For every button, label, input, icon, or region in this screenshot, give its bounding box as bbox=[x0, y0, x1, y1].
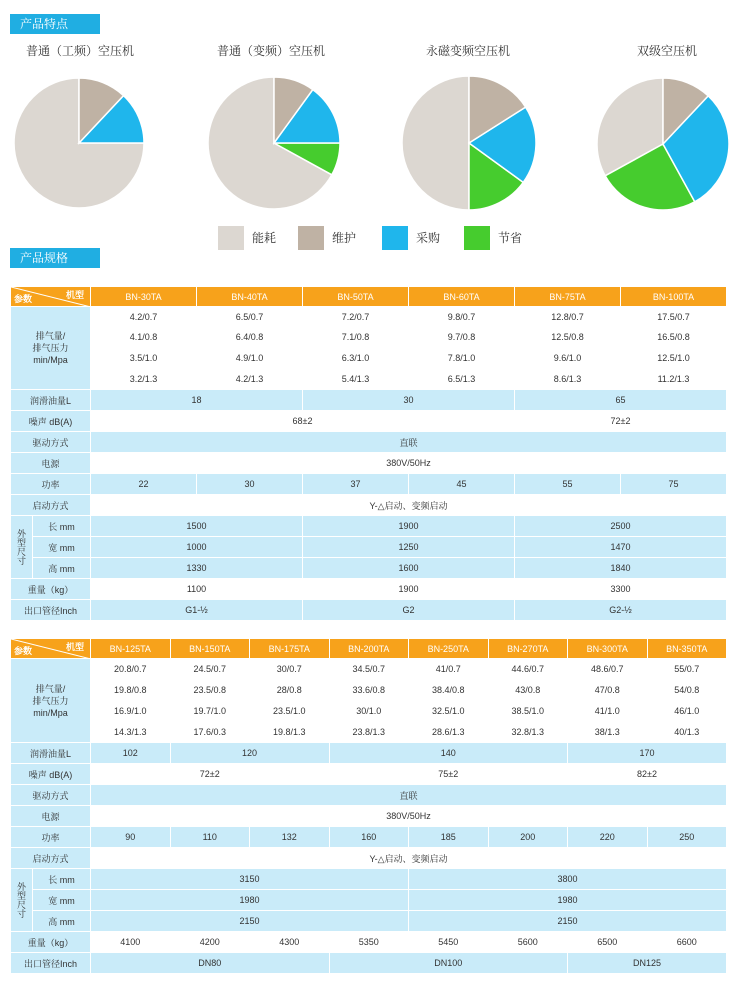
t1-cell: 4.9/1.0 bbox=[197, 348, 303, 369]
t2-cell: 3800 bbox=[409, 869, 727, 890]
t2-cell: 5350 bbox=[329, 932, 409, 953]
t1-cell: 1900 bbox=[303, 579, 515, 600]
exhaust-label-line: 排气量/ bbox=[35, 683, 66, 694]
t2-cell: 38.4/0.8 bbox=[409, 680, 489, 701]
t2-cell: 40/1.3 bbox=[647, 722, 727, 743]
t1-cell: 16.5/0.8 bbox=[621, 327, 727, 348]
exhaust-label-line: 排气压力 bbox=[32, 695, 69, 706]
t2-cell: 1980 bbox=[409, 890, 727, 911]
t2-cell: 30/1.0 bbox=[329, 701, 409, 722]
pie-legend bbox=[218, 226, 538, 250]
t1-outlet-label: 出口管径Inch bbox=[11, 600, 91, 621]
legend-label-saving: 节省 bbox=[498, 231, 523, 245]
t2-cell: 16.9/1.0 bbox=[91, 701, 171, 722]
t2-model: BN-150TA bbox=[170, 639, 250, 659]
t1-cell: 1100 bbox=[91, 579, 303, 600]
t1-cell: 1840 bbox=[515, 558, 727, 579]
legend-label-maintenance: 维护 bbox=[332, 231, 357, 245]
legend-swatch-energy bbox=[218, 226, 244, 250]
legend-purchase bbox=[382, 226, 440, 250]
pie-slice-energy bbox=[402, 76, 469, 210]
table2-corner-model: 机型 bbox=[65, 642, 84, 652]
t1-cell: 12.8/0.7 bbox=[515, 307, 621, 327]
t1-cell: 7.1/0.8 bbox=[303, 327, 409, 348]
t1-cell: 30 bbox=[303, 390, 515, 411]
t2-dim-label: 外型尺寸 bbox=[11, 869, 33, 932]
t2-cell: 19.7/1.0 bbox=[170, 701, 250, 722]
t2-oil-label: 润滑油量L bbox=[11, 743, 91, 764]
t1-start-label: 启动方式 bbox=[11, 495, 91, 516]
pie-chart-2 bbox=[208, 77, 340, 209]
t1-cell: 9.8/0.7 bbox=[409, 307, 515, 327]
pie-title-3: 永磁变频空压机 bbox=[425, 44, 510, 58]
t2-cell: 4300 bbox=[250, 932, 330, 953]
t2-cell: 3150 bbox=[91, 869, 409, 890]
t2-cell: 102 bbox=[91, 743, 171, 764]
t1-power-label: 功率 bbox=[11, 474, 91, 495]
t1-cell: 4.2/0.7 bbox=[91, 307, 197, 327]
t2-cell: 28.6/1.3 bbox=[409, 722, 489, 743]
t1-cell: 65 bbox=[515, 390, 727, 411]
t1-cell: 30 bbox=[197, 474, 303, 495]
t2-cell: 30/0.7 bbox=[250, 659, 330, 680]
t2-cell: 23.5/1.0 bbox=[250, 701, 330, 722]
features-section-tag: 产品特点 bbox=[10, 14, 100, 34]
t2-cell: DN125 bbox=[568, 953, 727, 974]
t2-cell: 直联 bbox=[91, 785, 727, 806]
t2-cell: 43/0.8 bbox=[488, 680, 568, 701]
pie-chart-3 bbox=[402, 76, 536, 210]
t1-cell: 1900 bbox=[303, 516, 515, 537]
t1-cell: 12.5/1.0 bbox=[621, 348, 727, 369]
t1-cell: G2 bbox=[303, 600, 515, 621]
t1-cell: 2500 bbox=[515, 516, 727, 537]
t2-cell: 120 bbox=[170, 743, 329, 764]
t2-cell: 170 bbox=[568, 743, 727, 764]
t1-cell: 4.1/0.8 bbox=[91, 327, 197, 348]
t2-drive-label: 驱动方式 bbox=[11, 785, 91, 806]
t2-cell: 20.8/0.7 bbox=[91, 659, 171, 680]
t2-cell: 185 bbox=[409, 827, 489, 848]
t1-cell: 22 bbox=[91, 474, 197, 495]
t2-cell: 32.5/1.0 bbox=[409, 701, 489, 722]
t2-cell: 41/0.7 bbox=[409, 659, 489, 680]
t2-weight-label: 重量（kg） bbox=[11, 932, 91, 953]
t2-cell: 4200 bbox=[170, 932, 250, 953]
t1-cell: 55 bbox=[515, 474, 621, 495]
t2-cell: 380V/50Hz bbox=[91, 806, 727, 827]
t2-start-label: 启动方式 bbox=[11, 848, 91, 869]
t1-cell: 6.3/1.0 bbox=[303, 348, 409, 369]
t1-cell: 3.5/1.0 bbox=[91, 348, 197, 369]
t2-cell: 38.5/1.0 bbox=[488, 701, 568, 722]
t2-noise-label: 噪声 dB(A) bbox=[11, 764, 91, 785]
t1-cell: 3.2/1.3 bbox=[91, 369, 197, 390]
t2-cell: 132 bbox=[250, 827, 330, 848]
t2-cell: 55/0.7 bbox=[647, 659, 727, 680]
table1-corner-model: 机型 bbox=[65, 290, 84, 300]
t2-cell: 44.6/0.7 bbox=[488, 659, 568, 680]
t1-cell: Y-△启动、变频启动 bbox=[91, 495, 727, 516]
t2-exhaust-label bbox=[11, 659, 91, 743]
t1-cell: 37 bbox=[303, 474, 409, 495]
t1-cell: 直联 bbox=[91, 432, 727, 453]
t1-exhaust-label bbox=[11, 307, 91, 390]
exhaust-label-line: min/Mpa bbox=[33, 355, 68, 365]
t1-cell: 45 bbox=[409, 474, 515, 495]
t1-cell: 7.8/1.0 bbox=[409, 348, 515, 369]
spec-table-2 bbox=[10, 638, 727, 974]
t1-cell: 1000 bbox=[91, 537, 303, 558]
legend-saving bbox=[464, 226, 522, 250]
exhaust-label-line: min/Mpa bbox=[33, 707, 68, 718]
t2-model: BN-250TA bbox=[409, 639, 489, 659]
t1-cell: 4.2/1.3 bbox=[197, 369, 303, 390]
t2-cell: 47/0.8 bbox=[568, 680, 648, 701]
t2-cell: 220 bbox=[568, 827, 648, 848]
t2-cell: 41/1.0 bbox=[568, 701, 648, 722]
t1-cell: 17.5/0.7 bbox=[621, 307, 727, 327]
t1-noise-label: 噪声 dB(A) bbox=[11, 411, 91, 432]
t2-cell: 19.8/0.8 bbox=[91, 680, 171, 701]
table2-corner-param: 参数 bbox=[14, 646, 33, 656]
t1-cell: G1-½ bbox=[91, 600, 303, 621]
legend-label-purchase: 采购 bbox=[416, 231, 441, 245]
t2-cell: 28/0.8 bbox=[250, 680, 330, 701]
t2-cell: Y-△启动、变频启动 bbox=[91, 848, 727, 869]
t2-cell: 24.5/0.7 bbox=[170, 659, 250, 680]
t1-cell: 12.5/0.8 bbox=[515, 327, 621, 348]
t1-cell: G2-½ bbox=[515, 600, 727, 621]
t2-cell: DN80 bbox=[91, 953, 330, 974]
table1-corner-param: 参数 bbox=[14, 294, 33, 304]
t2-cell: 38/1.3 bbox=[568, 722, 648, 743]
pie-chart-4 bbox=[597, 78, 729, 210]
specs-section-tag: 产品规格 bbox=[10, 248, 100, 268]
t1-cell: 1600 bbox=[303, 558, 515, 579]
t1-drive-label: 驱动方式 bbox=[11, 432, 91, 453]
t2-cell: 1980 bbox=[91, 890, 409, 911]
t2-cell: 34.5/0.7 bbox=[329, 659, 409, 680]
t1-cell: 380V/50Hz bbox=[91, 453, 727, 474]
t1-dim-label: 外型尺寸 bbox=[11, 516, 33, 579]
t1-oil-label: 润滑油量L bbox=[11, 390, 91, 411]
t1-cell: 3300 bbox=[515, 579, 727, 600]
t1-cell: 1470 bbox=[515, 537, 727, 558]
t1-cell: 1250 bbox=[303, 537, 515, 558]
t2-cell: 46/1.0 bbox=[647, 701, 727, 722]
t1-model: BN-100TA bbox=[621, 287, 727, 307]
exhaust-label-line: 排气压力 bbox=[32, 343, 69, 353]
t1-cell: 7.2/0.7 bbox=[303, 307, 409, 327]
t1-cell: 8.6/1.3 bbox=[515, 369, 621, 390]
t1-model: BN-40TA bbox=[197, 287, 303, 307]
t2-cell: 160 bbox=[329, 827, 409, 848]
legend-maintenance bbox=[298, 226, 356, 250]
t1-model: BN-60TA bbox=[409, 287, 515, 307]
t1-cell: 1500 bbox=[91, 516, 303, 537]
pie-title-1: 普通（工频）空压机 bbox=[25, 44, 134, 58]
t2-cell: DN100 bbox=[329, 953, 568, 974]
t1-supply-label: 电源 bbox=[11, 453, 91, 474]
t1-cell: 6.5/0.7 bbox=[197, 307, 303, 327]
t2-cell: 23.5/0.8 bbox=[170, 680, 250, 701]
t1-model: BN-50TA bbox=[303, 287, 409, 307]
t2-cell: 14.3/1.3 bbox=[91, 722, 171, 743]
t1-cell: 18 bbox=[91, 390, 303, 411]
t2-cell: 48.6/0.7 bbox=[568, 659, 648, 680]
pie-title-4: 双级空压机 bbox=[636, 44, 697, 58]
t2-power-label: 功率 bbox=[11, 827, 91, 848]
legend-swatch-maintenance bbox=[298, 226, 324, 250]
t2-model: BN-200TA bbox=[329, 639, 409, 659]
legend-label-energy: 能耗 bbox=[252, 231, 277, 245]
t2-width-label: 宽 mm bbox=[33, 890, 91, 911]
t2-cell: 54/0.8 bbox=[647, 680, 727, 701]
t1-model: BN-75TA bbox=[515, 287, 621, 307]
t2-supply-label: 电源 bbox=[11, 806, 91, 827]
t2-model: BN-270TA bbox=[488, 639, 568, 659]
t2-cell: 23.8/1.3 bbox=[329, 722, 409, 743]
t2-model: BN-125TA bbox=[91, 639, 171, 659]
t1-cell: 5.4/1.3 bbox=[303, 369, 409, 390]
t2-cell: 250 bbox=[647, 827, 727, 848]
t2-cell: 17.6/0.3 bbox=[170, 722, 250, 743]
t2-cell: 5600 bbox=[488, 932, 568, 953]
t2-cell: 75±2 bbox=[329, 764, 568, 785]
exhaust-label-line: 排气量/ bbox=[35, 331, 66, 341]
t2-model: BN-175TA bbox=[250, 639, 330, 659]
pie-chart-1 bbox=[14, 78, 144, 208]
t2-cell: 110 bbox=[170, 827, 250, 848]
table2-corner bbox=[11, 639, 91, 659]
t2-cell: 19.8/1.3 bbox=[250, 722, 330, 743]
t2-model: BN-350TA bbox=[647, 639, 727, 659]
t1-cell: 75 bbox=[621, 474, 727, 495]
legend-energy bbox=[218, 226, 276, 250]
t1-cell: 68±2 bbox=[91, 411, 515, 432]
t2-model: BN-300TA bbox=[568, 639, 648, 659]
t2-cell: 200 bbox=[488, 827, 568, 848]
t2-cell: 33.6/0.8 bbox=[329, 680, 409, 701]
t2-cell: 2150 bbox=[409, 911, 727, 932]
t2-cell: 140 bbox=[329, 743, 568, 764]
t2-length-label: 长 mm bbox=[33, 869, 91, 890]
t2-cell: 32.8/1.3 bbox=[488, 722, 568, 743]
t2-cell: 6600 bbox=[647, 932, 727, 953]
t2-outlet-label: 出口管径Inch bbox=[11, 953, 91, 974]
t1-cell: 11.2/1.3 bbox=[621, 369, 727, 390]
t1-cell: 6.4/0.8 bbox=[197, 327, 303, 348]
t2-height-label: 高 mm bbox=[33, 911, 91, 932]
table1-corner bbox=[11, 287, 91, 307]
t1-height-label: 高 mm bbox=[33, 558, 91, 579]
t2-cell: 4100 bbox=[91, 932, 171, 953]
legend-swatch-purchase bbox=[382, 226, 408, 250]
spec-table-1 bbox=[10, 286, 727, 621]
t2-cell: 90 bbox=[91, 827, 171, 848]
legend-swatch-saving bbox=[464, 226, 490, 250]
t1-cell: 9.7/0.8 bbox=[409, 327, 515, 348]
t1-cell: 6.5/1.3 bbox=[409, 369, 515, 390]
t1-cell: 1330 bbox=[91, 558, 303, 579]
t2-cell: 5450 bbox=[409, 932, 489, 953]
t1-length-label: 长 mm bbox=[33, 516, 91, 537]
pie-title-2: 普通（变频）空压机 bbox=[216, 44, 325, 58]
t1-cell: 72±2 bbox=[515, 411, 727, 432]
t2-cell: 82±2 bbox=[568, 764, 727, 785]
t2-cell: 72±2 bbox=[91, 764, 330, 785]
t2-cell: 2150 bbox=[91, 911, 409, 932]
t1-weight-label: 重量（kg） bbox=[11, 579, 91, 600]
t1-model: BN-30TA bbox=[91, 287, 197, 307]
t1-width-label: 宽 mm bbox=[33, 537, 91, 558]
t1-cell: 9.6/1.0 bbox=[515, 348, 621, 369]
t2-cell: 6500 bbox=[568, 932, 648, 953]
